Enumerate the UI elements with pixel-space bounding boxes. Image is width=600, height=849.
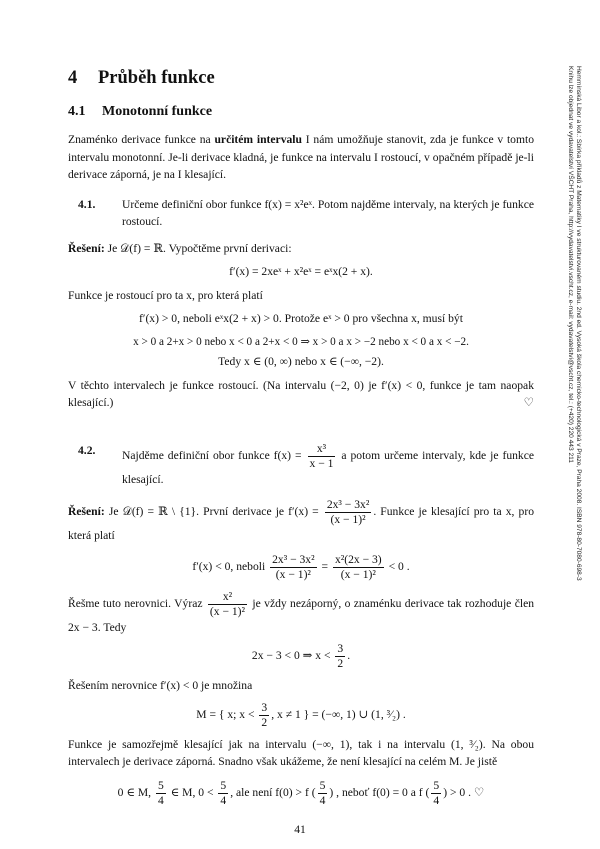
numerator: 5 (433, 778, 440, 792)
side-note-line-1: Hemmínská Libor a kol.: Sbírka příkladů z Matematiky I ve strukturovaném studiu. 2nd ed. Vysoká škola chemicko-technologická v Praze, Praha 2008. ISBN 978-80-7080-698-3 (575, 66, 582, 581)
formula-part: , ale není f(0) > f ( (230, 785, 316, 799)
solution-text-b: . Funkce je klesající pro ta x, pro která platí (68, 505, 534, 542)
page-content (68, 66, 534, 814)
then-line: Tedy x ∈ (0, ∞) nebo x ∈ (−∞, −2). (218, 355, 384, 368)
formula-part: = (318, 559, 331, 573)
fraction (308, 442, 336, 471)
example-number: 4.1. (78, 197, 96, 211)
fraction (218, 779, 228, 808)
intro-paragraph (68, 131, 534, 184)
numerator: x³ (308, 442, 336, 457)
numerator: 5 (319, 778, 326, 792)
denominator: 4 (319, 793, 326, 807)
solution-4-2 (68, 498, 534, 545)
formula-part: ∈ M, 0 < (167, 785, 217, 799)
numerator: x² (208, 590, 247, 605)
example-4-1 (68, 196, 534, 231)
conclusion-4-1 (68, 377, 534, 412)
set-text: Řešením nerovnice f′(x) < 0 je množina (68, 679, 253, 692)
denominator: (x − 1)² (275, 567, 311, 581)
fraction (318, 779, 328, 808)
solve-paragraph (68, 590, 534, 637)
formula-part: ) > 0 . (443, 785, 472, 799)
end-heart-icon: ♡ (523, 396, 534, 409)
chapter-heading (68, 66, 534, 90)
conclusion-text: V těchto intervalech je funkce rostoucí. (Na intervalu (−2, 0) je f′(x) < 0, funkce je tam naopak klesající.) (68, 378, 534, 409)
last-formula (68, 779, 534, 808)
intro-text-b: I nám umožňuje stanovit, zda je funkce v tomto intervalu monotonní. Je-li derivace kladná, je funkce na intervalu I rostoucí, v opačném případě je-li derivace záporná, je na I klesající. (68, 133, 535, 181)
numerator: x²(2x − 3) (334, 552, 382, 566)
section-heading (68, 103, 534, 121)
side-note (566, 66, 582, 696)
example-4-2 (68, 442, 534, 489)
example-text: Určeme definiční obor funkce f(x) = x²eˣ. Potom najděme intervaly, na kterých je funkce rostoucí. (122, 197, 534, 228)
side-note-line-2: Knihu lze objednat ve vydavatelství VŠCHT Praha, http://vydavatelstvi.vscht.cz, e-mail: vydavatelstvi@vscht.cz, tel.: (+420) 220 443 211 (567, 66, 574, 463)
section-title: Monotonní funkce (102, 104, 213, 119)
cases-line: x > 0 a 2+x > 0 nebo x < 0 a 2+x < 0 ⇒ x > 0 a x > −2 nebo x < 0 a x < −2. (133, 335, 469, 348)
denominator: 2 (337, 657, 344, 670)
denominator: (x − 1)² (209, 604, 246, 618)
formula-part: 2x − 3 < 0 ⇒ x < (251, 649, 334, 663)
denominator: (x − 1)² (340, 567, 376, 581)
example-number: 4.2. (78, 443, 96, 457)
fraction (431, 779, 441, 808)
formula-part: < 0 . (385, 559, 410, 573)
solution-text-a: Je 𝒟(f) = ℝ \ {1}. První derivace je f′(x) = (104, 505, 323, 519)
example-text (122, 442, 534, 489)
set-formula (68, 701, 534, 730)
fraction (208, 590, 247, 619)
example-text-b: a potom určeme intervaly, kde je funkce klesající. (122, 448, 535, 486)
solution-label: Řešení: (68, 241, 105, 255)
chapter-number: 4 (68, 68, 78, 88)
formula-part: f′(x) < 0, neboli (192, 559, 269, 573)
section-number: 4.1 (68, 104, 86, 119)
denominator: (x − 1)² (330, 513, 366, 526)
formula-part: , x ≠ 1 } = (−∞, 1) ∪ (1, ³⁄₂) . (271, 707, 406, 721)
solve-text-a: Řešme tuto nerovnici. Výraz (68, 596, 206, 610)
numerator: 2x³ − 3x² (326, 498, 370, 511)
formula-part: ) , neboť f(0) = 0 a f ( (329, 785, 430, 799)
formula-part: M = { x; x < (196, 707, 258, 721)
numerator: 5 (220, 778, 227, 792)
fraction (156, 779, 166, 808)
denominator: 4 (433, 793, 440, 807)
formula-part: . (347, 649, 351, 663)
fraction (335, 642, 345, 671)
solution-label: Řešení: (68, 505, 105, 519)
rising-text: Funkce je rostoucí pro ta x, pro která platí (68, 288, 263, 302)
denominator: 4 (220, 793, 227, 807)
derivative-formula: f′(x) = 2xeˣ + x²eˣ = eˣx(2 + x). (229, 265, 373, 278)
formula-part: 0 ∈ M, (117, 785, 154, 799)
denominator: 2 (261, 715, 268, 729)
fraction (325, 498, 371, 527)
example-text-a: Najděme definiční obor funkce f(x) = (122, 448, 306, 462)
denominator: x − 1 (309, 456, 334, 470)
chapter-title: Průběh funkce (98, 68, 215, 88)
final-paragraph: Funkce je samozřejmě klesající jak na intervalu (−∞, 1), tak i na intervalu (1, ³⁄₂). Na obou intervalech je derivace záporná. Snadno však ukážeme, že není klesající na celém M. Je jistě (68, 737, 534, 768)
fraction (333, 553, 384, 582)
solution-4-1 (68, 240, 534, 258)
solve-text-b: je vždy nezáporný, o znaménku derivace tak rozhoduje člen 2x − 3. Tedy (68, 596, 535, 634)
numerator: 3 (337, 642, 344, 655)
inequality-formula (68, 553, 534, 582)
condition-line: f′(x) > 0, neboli eˣx(2 + x) > 0. Protože eˣ > 0 pro všechna x, musí být (139, 312, 463, 325)
intro-bold: určitém intervalu (214, 133, 302, 146)
numerator: 5 (157, 778, 164, 792)
denominator: 4 (157, 793, 164, 807)
page-number: 41 (294, 823, 306, 836)
fraction (259, 701, 269, 730)
numerator: 2x³ − 3x² (272, 552, 315, 566)
fraction (270, 553, 316, 582)
numerator: 3 (261, 700, 268, 714)
end-heart-icon: ♡ (473, 785, 485, 799)
result-formula (68, 642, 534, 671)
intro-text-a: Znaménko derivace funkce na (68, 133, 215, 146)
solution-text: Je 𝒟(f) = ℝ. Vypočtěme první derivaci: (104, 241, 292, 255)
